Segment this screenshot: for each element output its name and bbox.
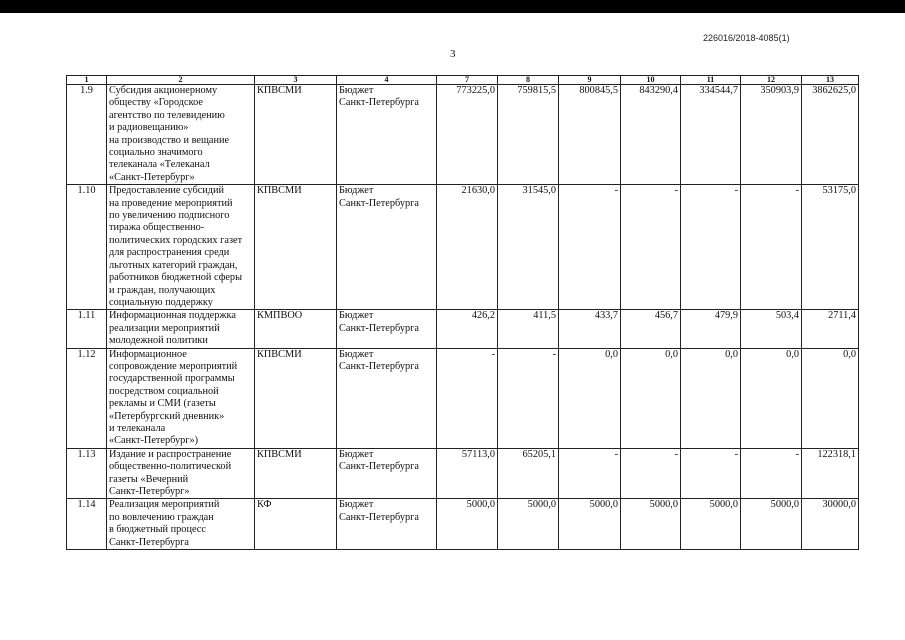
activity-name-line: «Санкт-Петербург») <box>109 435 199 447</box>
table-row <box>67 85 859 185</box>
row-number: 1.13 <box>67 448 107 499</box>
activity-name-line: на проведение мероприятий <box>109 197 233 209</box>
document-number: 226016/2018-4085(1) <box>703 33 790 43</box>
funding-source-line: Санкт-Петербурга <box>339 360 419 372</box>
amount-cell: 5000,0 <box>559 499 621 550</box>
column-header: 10 <box>621 76 681 85</box>
amount-cell: 479,9 <box>681 310 741 348</box>
column-header: 12 <box>741 76 802 85</box>
activity-name-line: Информационная поддержка <box>109 310 236 322</box>
activity-name-cell <box>107 348 255 448</box>
activity-name-line: Издание и распространение <box>109 448 232 460</box>
amount-cell: 433,7 <box>559 310 621 348</box>
row-number: 1.10 <box>67 185 107 310</box>
funding-source-cell <box>337 348 437 448</box>
funding-source-line: Санкт-Петербурга <box>339 322 419 334</box>
funding-source-line: Бюджет <box>339 185 374 197</box>
funding-source-line: Бюджет <box>339 85 374 96</box>
activity-name-line: телеканала «Телеканал <box>109 159 210 171</box>
scan-top-border <box>0 0 905 13</box>
activity-name-line: Санкт-Петербурга <box>109 536 189 548</box>
amount-cell: 3862625,0 <box>802 85 859 185</box>
amount-cell: 5000,0 <box>621 499 681 550</box>
amount-cell: 334544,7 <box>681 85 741 185</box>
activity-name-line: Информационное <box>109 348 187 360</box>
amount-cell: 57113,0 <box>437 448 498 499</box>
row-number: 1.9 <box>67 85 107 185</box>
activity-name-line: для распространения среди <box>109 247 230 259</box>
activity-name-line: и граждан, получающих <box>109 284 216 296</box>
amount-cell: - <box>559 448 621 499</box>
amount-cell: 0,0 <box>741 348 802 448</box>
amount-cell: - <box>498 348 559 448</box>
amount-cell: - <box>741 185 802 310</box>
amount-cell: 21630,0 <box>437 185 498 310</box>
funding-source-line: Бюджет <box>339 310 374 322</box>
activity-name-line: политических городских газет <box>109 234 243 246</box>
amount-cell: 0,0 <box>802 348 859 448</box>
amount-cell: 411,5 <box>498 310 559 348</box>
activity-name-line: Санкт-Петербург» <box>109 486 190 497</box>
amount-cell: 800845,5 <box>559 85 621 185</box>
activity-name-line: работников бюджетной сферы <box>109 272 242 284</box>
page-number: 3 <box>450 48 456 60</box>
activity-name-line: сопровождение мероприятий <box>109 360 238 372</box>
amount-cell: 0,0 <box>559 348 621 448</box>
table-row <box>67 499 859 550</box>
amount-cell: 53175,0 <box>802 185 859 310</box>
row-number: 1.12 <box>67 348 107 448</box>
amount-cell: 65205,1 <box>498 448 559 499</box>
executor-cell: КПВСМИ <box>255 185 337 310</box>
amount-cell: 5000,0 <box>741 499 802 550</box>
amount-cell: 759815,5 <box>498 85 559 185</box>
activity-name-line: государственной программы <box>109 373 235 385</box>
funding-source-cell <box>337 85 437 185</box>
activity-name-line: по увеличению подписного <box>109 210 230 222</box>
funding-source-line: Санкт-Петербурга <box>339 97 419 109</box>
executor-cell: КФ <box>255 499 337 550</box>
activity-name-line: реализации мероприятий <box>109 322 220 334</box>
activity-name-line: рекламы и СМИ (газеты <box>109 398 216 410</box>
amount-cell: - <box>741 448 802 499</box>
table-row <box>67 185 859 310</box>
activity-name-cell <box>107 499 255 550</box>
funding-source-cell <box>337 499 437 550</box>
activity-name-line: социально значимого <box>109 147 203 159</box>
amount-cell: - <box>681 185 741 310</box>
funding-source-line: Санкт-Петербурга <box>339 197 419 209</box>
table-row <box>67 448 859 499</box>
amount-cell: - <box>681 448 741 499</box>
funding-source-cell <box>337 448 437 499</box>
activity-name-cell <box>107 310 255 348</box>
column-header: 9 <box>559 76 621 85</box>
activity-name-line: в бюджетный процесс <box>109 524 206 536</box>
funding-source-line: Бюджет <box>339 448 374 460</box>
amount-cell: 5000,0 <box>498 499 559 550</box>
column-header: 4 <box>337 76 437 85</box>
activity-name-line: по вовлечению граждан <box>109 511 214 523</box>
activity-name-line: Субсидия акционерному <box>109 85 218 96</box>
activity-name-line: посредством социальной <box>109 385 219 397</box>
activity-name-line: «Санкт-Петербург» <box>109 171 195 183</box>
activity-name-cell <box>107 185 255 310</box>
activity-name-line: обществу «Городское <box>109 97 203 109</box>
amount-cell: 5000,0 <box>681 499 741 550</box>
amount-cell: 0,0 <box>681 348 741 448</box>
executor-cell: КПВСМИ <box>255 85 337 185</box>
activity-name-line: молодежной политики <box>109 335 208 347</box>
funding-source-line: Бюджет <box>339 348 374 360</box>
amount-cell: 350903,9 <box>741 85 802 185</box>
amount-cell: 843290,4 <box>621 85 681 185</box>
column-header: 7 <box>437 76 498 85</box>
funding-source-line: Санкт-Петербурга <box>339 461 419 473</box>
amount-cell: 0,0 <box>621 348 681 448</box>
activity-name-line: и радиовещанию» <box>109 122 189 134</box>
amount-cell: 5000,0 <box>437 499 498 550</box>
amount-cell: 456,7 <box>621 310 681 348</box>
activity-name-cell <box>107 85 255 185</box>
amount-cell: - <box>621 185 681 310</box>
amount-cell: - <box>559 185 621 310</box>
row-number: 1.11 <box>67 310 107 348</box>
program-table <box>66 75 859 550</box>
activity-name-line: Реализация мероприятий <box>109 499 220 511</box>
activity-name-line: и телеканала <box>109 422 166 434</box>
amount-cell: 426,2 <box>437 310 498 348</box>
activity-name-line: Предоставление субсидий <box>109 185 225 197</box>
amount-cell: 773225,0 <box>437 85 498 185</box>
table-row <box>67 348 859 448</box>
activity-name-cell <box>107 448 255 499</box>
activity-name-line: агентство по телевидению <box>109 109 225 121</box>
activity-name-line: социальную поддержку <box>109 296 213 308</box>
table-row <box>67 310 859 348</box>
column-number-row <box>67 76 859 85</box>
column-header: 2 <box>107 76 255 85</box>
column-header: 11 <box>681 76 741 85</box>
column-header: 1 <box>67 76 107 85</box>
funding-source-cell <box>337 310 437 348</box>
activity-name-line: общественно-политической <box>109 461 232 473</box>
funding-source-line: Санкт-Петербурга <box>339 511 419 523</box>
amount-cell: - <box>621 448 681 499</box>
column-header: 3 <box>255 76 337 85</box>
executor-cell: КПВСМИ <box>255 348 337 448</box>
amount-cell: 30000,0 <box>802 499 859 550</box>
column-header: 8 <box>498 76 559 85</box>
funding-source-cell <box>337 185 437 310</box>
amount-cell: 31545,0 <box>498 185 559 310</box>
amount-cell: 503,4 <box>741 310 802 348</box>
activity-name-line: льготных категорий граждан, <box>109 259 238 271</box>
activity-name-line: газеты «Вечерний <box>109 473 189 485</box>
funding-source-line: Бюджет <box>339 499 374 511</box>
amount-cell: 122318,1 <box>802 448 859 499</box>
amount-cell: - <box>437 348 498 448</box>
activity-name-line: тиража общественно- <box>109 222 205 234</box>
activity-name-line: на производство и вещание <box>109 134 230 146</box>
executor-cell: КПВСМИ <box>255 448 337 499</box>
executor-cell: КМПВОО <box>255 310 337 348</box>
row-number: 1.14 <box>67 499 107 550</box>
column-header: 13 <box>802 76 859 85</box>
activity-name-line: «Петербургский дневник» <box>109 410 225 422</box>
amount-cell: 2711,4 <box>802 310 859 348</box>
